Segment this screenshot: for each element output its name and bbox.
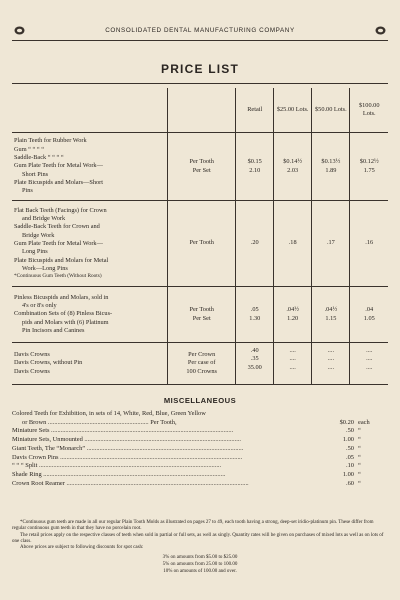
lot100-cell bbox=[350, 133, 388, 201]
price-value bbox=[276, 372, 309, 380]
price-value: 1.05 bbox=[363, 314, 375, 322]
price-value: .... bbox=[327, 363, 335, 371]
misc-per: each bbox=[358, 418, 370, 426]
item-label: Flat Back Teeth (Facings) for Crown bbox=[14, 206, 107, 214]
misc-row bbox=[12, 410, 388, 419]
misc-row bbox=[12, 419, 388, 428]
retail-cell bbox=[236, 133, 274, 201]
lot100-cell bbox=[350, 287, 388, 343]
misc-label: or Brown ............................................................... Per Tooth, bbox=[22, 418, 177, 426]
price-value: .... bbox=[327, 355, 335, 363]
misc-row bbox=[12, 454, 388, 463]
misc-row bbox=[12, 471, 388, 480]
price-value bbox=[238, 372, 271, 380]
retail-cell bbox=[236, 343, 274, 385]
price-value: 35.00 bbox=[247, 363, 262, 371]
group-items bbox=[12, 201, 167, 287]
price-value: .20 bbox=[250, 239, 259, 247]
item-label: *Continuous Gum Teeth (Without Roots) bbox=[14, 273, 102, 280]
misc-price: .10 bbox=[346, 462, 354, 470]
misc-per: “ bbox=[358, 462, 361, 470]
item-label: Pin Incisors and Canines bbox=[22, 327, 85, 335]
group-items bbox=[12, 343, 167, 385]
misc-label: Crown Root Reamer .................................................................................................................. bbox=[12, 479, 249, 487]
item-label: Work—Long Pins bbox=[22, 265, 68, 273]
price-value: .17 bbox=[326, 239, 335, 247]
misc-label: Shade Ring .................................................................................................................. bbox=[12, 470, 226, 478]
header-unit-blank bbox=[167, 88, 236, 133]
misc-price: .50 bbox=[346, 427, 354, 435]
price-value: $0.13½ bbox=[321, 158, 341, 166]
item-label: pids and Molars with (6) Platinum bbox=[22, 318, 109, 326]
misc-list bbox=[12, 410, 388, 488]
item-label: Plate Bicuspids and Molars for Metal bbox=[14, 256, 109, 264]
discount-line: 5% on amounts from 25.00 to 100.00 bbox=[162, 562, 238, 567]
misc-label: Miniature Sets, Unmounted .................................................................................................. bbox=[12, 436, 241, 444]
lot25-cell bbox=[274, 201, 312, 287]
company-name: CONSOLIDATED DENTAL MANUFACTURING COMPANY bbox=[105, 26, 295, 34]
misc-price: .60 bbox=[346, 479, 354, 487]
column-header-50-lots: $50.00 Lots. bbox=[312, 88, 350, 133]
misc-price: 1.00 bbox=[342, 470, 354, 478]
price-value: .35 bbox=[250, 355, 259, 363]
item-label: Plate Bicuspids and Molars—Short bbox=[14, 179, 104, 187]
lot100-cell bbox=[350, 343, 388, 385]
price-value: .04½ bbox=[324, 306, 338, 314]
group-items bbox=[12, 133, 167, 201]
item-label: Bridge Work bbox=[22, 231, 55, 239]
column-header-25-lots: $25.00 Lots. bbox=[274, 88, 312, 133]
price-value: .... bbox=[289, 346, 296, 354]
group-units bbox=[167, 133, 236, 201]
column-header-retail: Retail bbox=[236, 88, 274, 133]
misc-per: “ bbox=[358, 453, 361, 461]
item-label: Short Pins bbox=[22, 170, 49, 178]
price-value: .... bbox=[289, 363, 296, 371]
misc-label: Miniature Sets .................................................................................................................. bbox=[12, 427, 234, 435]
misc-row bbox=[12, 480, 388, 489]
table-group bbox=[12, 133, 388, 201]
lot25-cell bbox=[274, 287, 312, 343]
misc-per: “ bbox=[358, 470, 361, 478]
group-units bbox=[167, 287, 236, 343]
item-label: Combination Sets of (8) Pinless Bicus- bbox=[14, 310, 113, 318]
misc-per: “ bbox=[358, 444, 361, 452]
page-title: PRICE LIST bbox=[160, 62, 239, 76]
logo-icon bbox=[14, 26, 25, 35]
price-table bbox=[12, 88, 388, 385]
lot25-cell bbox=[274, 133, 312, 201]
price-value: .... bbox=[327, 346, 335, 354]
misc-label: Davis Crown Pins .................................................................................................................. bbox=[12, 453, 243, 461]
misc-price: $0.20 bbox=[339, 418, 354, 426]
unit-label: Per Tooth bbox=[189, 158, 214, 166]
misc-price: 1.00 bbox=[342, 436, 354, 444]
price-value: 1.15 bbox=[325, 314, 337, 322]
price-value: .04½ bbox=[286, 306, 299, 314]
misc-row bbox=[12, 462, 388, 471]
price-value: .04 bbox=[365, 306, 374, 314]
discount-list bbox=[12, 555, 388, 575]
price-value: 2.03 bbox=[287, 166, 299, 174]
item-label: Pins bbox=[22, 187, 33, 195]
misc-title: MISCELLANEOUS bbox=[163, 396, 237, 405]
discount-line: 10% on amounts of 100.00 and over. bbox=[163, 568, 237, 574]
item-label: and Bridge Work bbox=[22, 214, 66, 222]
column-header-100-lots: $100.00 Lots. bbox=[350, 88, 388, 133]
misc-per: “ bbox=[358, 427, 361, 435]
retail-cell bbox=[236, 201, 274, 287]
misc-label: Colored Teeth for Exhibition, in sets of 14, White, Red, Blue, Green Yellow bbox=[12, 410, 206, 417]
misc-row bbox=[12, 436, 388, 445]
price-value: .... bbox=[366, 355, 373, 363]
price-value: 1.30 bbox=[249, 314, 261, 322]
unit-label: Per case of bbox=[187, 359, 216, 367]
misc-row bbox=[12, 427, 388, 436]
misc-label: Giant Teeth, The “Monarch” .................................................................................................. bbox=[12, 444, 244, 452]
discount-line: 3% on amounts from $5.00 to $25.00 bbox=[162, 555, 238, 561]
misc-price: .50 bbox=[346, 444, 354, 452]
price-table-header bbox=[12, 88, 388, 133]
unit-label: Per Tooth bbox=[189, 306, 214, 314]
logo-icon bbox=[375, 26, 386, 35]
lot50-cell bbox=[312, 201, 350, 287]
retail-cell bbox=[236, 287, 274, 343]
item-label: 4's or 8's only bbox=[22, 301, 57, 309]
price-value: .... bbox=[289, 355, 296, 363]
misc-price: .05 bbox=[346, 453, 354, 461]
price-value: $0.15 bbox=[247, 158, 262, 166]
price-value: 1.89 bbox=[325, 166, 337, 174]
item-label: Davis Crowns bbox=[14, 367, 50, 375]
lot100-cell bbox=[350, 201, 388, 287]
price-value: .18 bbox=[288, 239, 297, 247]
footnotes bbox=[12, 520, 388, 576]
item-label: Plain Teeth for Rubber Work bbox=[14, 137, 87, 145]
lot50-cell bbox=[312, 287, 350, 343]
misc-row bbox=[12, 445, 388, 454]
price-value: 1.75 bbox=[363, 166, 375, 174]
unit-label: 100 Crowns bbox=[186, 367, 218, 375]
title-rule bbox=[12, 83, 388, 84]
lot50-cell bbox=[312, 133, 350, 201]
unit-label: Per Set bbox=[192, 166, 211, 174]
item-label: Pinless Bicuspids and Molars, sold in bbox=[14, 293, 109, 301]
item-label: Gum “ “ “ “ bbox=[14, 145, 45, 153]
price-value: .05 bbox=[250, 306, 259, 314]
price-value: .16 bbox=[365, 239, 374, 247]
lot50-cell bbox=[312, 343, 350, 385]
misc-per: “ bbox=[358, 436, 361, 444]
group-items bbox=[12, 287, 167, 343]
unit-label: Per Tooth bbox=[189, 239, 214, 247]
price-value bbox=[314, 372, 347, 380]
table-group bbox=[12, 287, 388, 343]
price-value: $0.14½ bbox=[283, 158, 303, 166]
unit-label: Per Set bbox=[192, 314, 211, 322]
price-value bbox=[352, 372, 386, 380]
item-label: Long Pins bbox=[22, 248, 48, 256]
price-value: .... bbox=[366, 346, 373, 354]
misc-per: “ bbox=[358, 479, 361, 487]
group-units bbox=[167, 343, 236, 385]
price-value: .... bbox=[366, 363, 373, 371]
price-value: 2.10 bbox=[249, 166, 261, 174]
misc-label: “ “ “ Split .................................................................................................................. bbox=[12, 462, 222, 470]
price-value: $0.12½ bbox=[359, 158, 379, 166]
item-label: Saddle-Back “ “ “ “ bbox=[14, 153, 64, 161]
table-group bbox=[12, 343, 388, 385]
header-blank bbox=[12, 88, 167, 133]
footnote: Above prices are subject to following discounts for spot cash: bbox=[20, 545, 144, 550]
header-rule bbox=[12, 40, 388, 41]
group-units bbox=[167, 201, 236, 287]
item-label: Gum Plate Teeth for Metal Work— bbox=[14, 239, 103, 247]
table-group bbox=[12, 201, 388, 287]
item-label: Saddle-Back Teeth for Crown and bbox=[14, 223, 100, 231]
item-label: Davis Crowns, without Pin bbox=[14, 359, 83, 367]
price-value: .40 bbox=[250, 346, 259, 354]
unit-label: Per Crown bbox=[188, 350, 216, 358]
item-label: Gum Plate Teeth for Metal Work— bbox=[14, 162, 103, 170]
lot25-cell bbox=[274, 343, 312, 385]
footnote: The retail prices apply on the respective classes of teeth when sold in partial or full sets, as well as singly. Quantity rates will be given on purchases of mixed lots as well as on lots of one class. bbox=[12, 532, 384, 544]
page-header bbox=[14, 23, 386, 37]
price-value: 1.20 bbox=[287, 314, 299, 322]
item-label: Davis Crowns bbox=[14, 350, 50, 358]
footnote: *Continuous gum teeth are made in all our regular Plain Tooth Molds as illustrated on pages 27 to 49, each tooth having a strong, deep-set iridio-platinum pin. These differ from regular continuous gum teeth in that they have no porcelain root. bbox=[12, 520, 374, 532]
